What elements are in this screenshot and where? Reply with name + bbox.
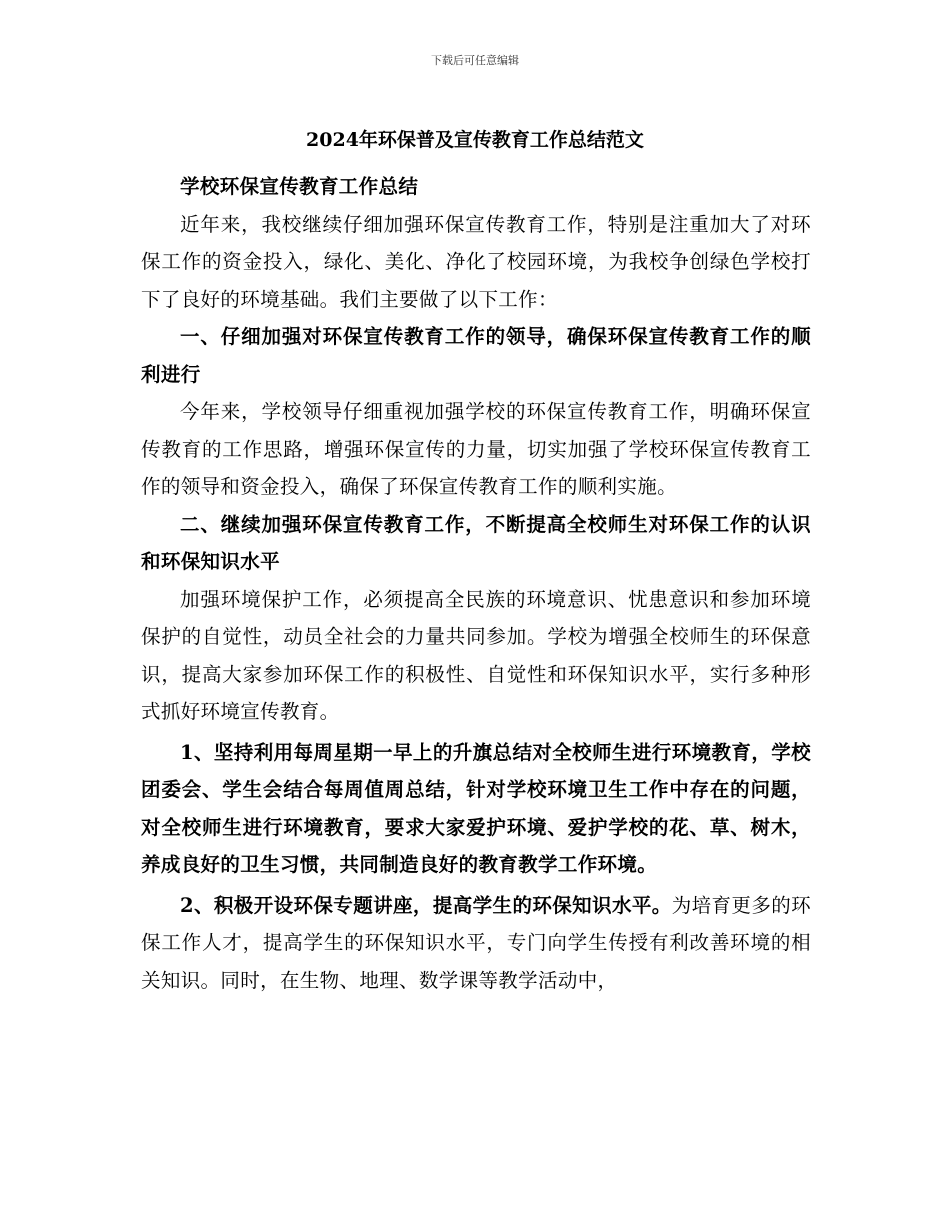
item-2-lead: 2、积极开设环保专题讲座，提高学生的环保知识水平。: [180, 893, 672, 917]
item-2-paragraph: [141, 887, 811, 1000]
intro-paragraph: 近年来，我校继续仔细加强环保宣传教育工作，特别是注重加大了对环保工作的资金投入，绿化、美化、净化了校园环境，为我校争创绿色学校打下了良好的环境基础。我们主要做了以下工作：: [141, 212, 811, 311]
item-2-body: 为培育更多的环保工作人才，提高学生的环保知识水平，专门向学生传授有利改善环境的相关知识。同时，在生物、地理、数学课等教学活动中，: [141, 893, 812, 992]
document-subtitle: 学校环保宣传教育工作总结: [180, 175, 419, 198]
item-1-paragraph: 1、坚持利用每周星期一早上的升旗总结对全校师生进行环境教育，学校团委会、学生会结合每周值周总结，针对学校环境卫生工作中存在的问题，对全校师生进行环境教育，要求大家爱护环境、爱护学校的花、草、树木，养成良好的卫生习惯，共同制造良好的教育教学工作环境。: [141, 740, 811, 876]
section-2-heading: 二、继续加强环保宣传教育工作，不断提高全校师生对环保工作的认识和环保知识水平: [141, 512, 811, 573]
section-1-heading: 一、仔细加强对环保宣传教育工作的领导，确保环保宣传教育工作的顺利进行: [141, 325, 811, 386]
document-title: 2024年环保普及宣传教育工作总结范文: [306, 129, 644, 151]
page-header-note: 下载后可任意编辑: [431, 54, 519, 67]
section-1-paragraph: 今年来，学校领导仔细重视加强学校的环保宣传教育工作，明确环保宣传教育的工作思路，增强环保宣传的力量，切实加强了学校环保宣传教育工作的领导和资金投入，确保了环保宣传教育工作的顺利实施。: [141, 400, 811, 498]
document-body: [141, 168, 811, 999]
section-2-paragraph: 加强环境保护工作，必须提高全民族的环境意识、忧患意识和参加环境保护的自觉性，动员全社会的力量共同参加。学校为增强全校师生的环保意识，提高大家参加环保工作的积极性、自觉性和环保知识水平，实行多种形式抓好环境宣传教育。: [141, 587, 811, 723]
